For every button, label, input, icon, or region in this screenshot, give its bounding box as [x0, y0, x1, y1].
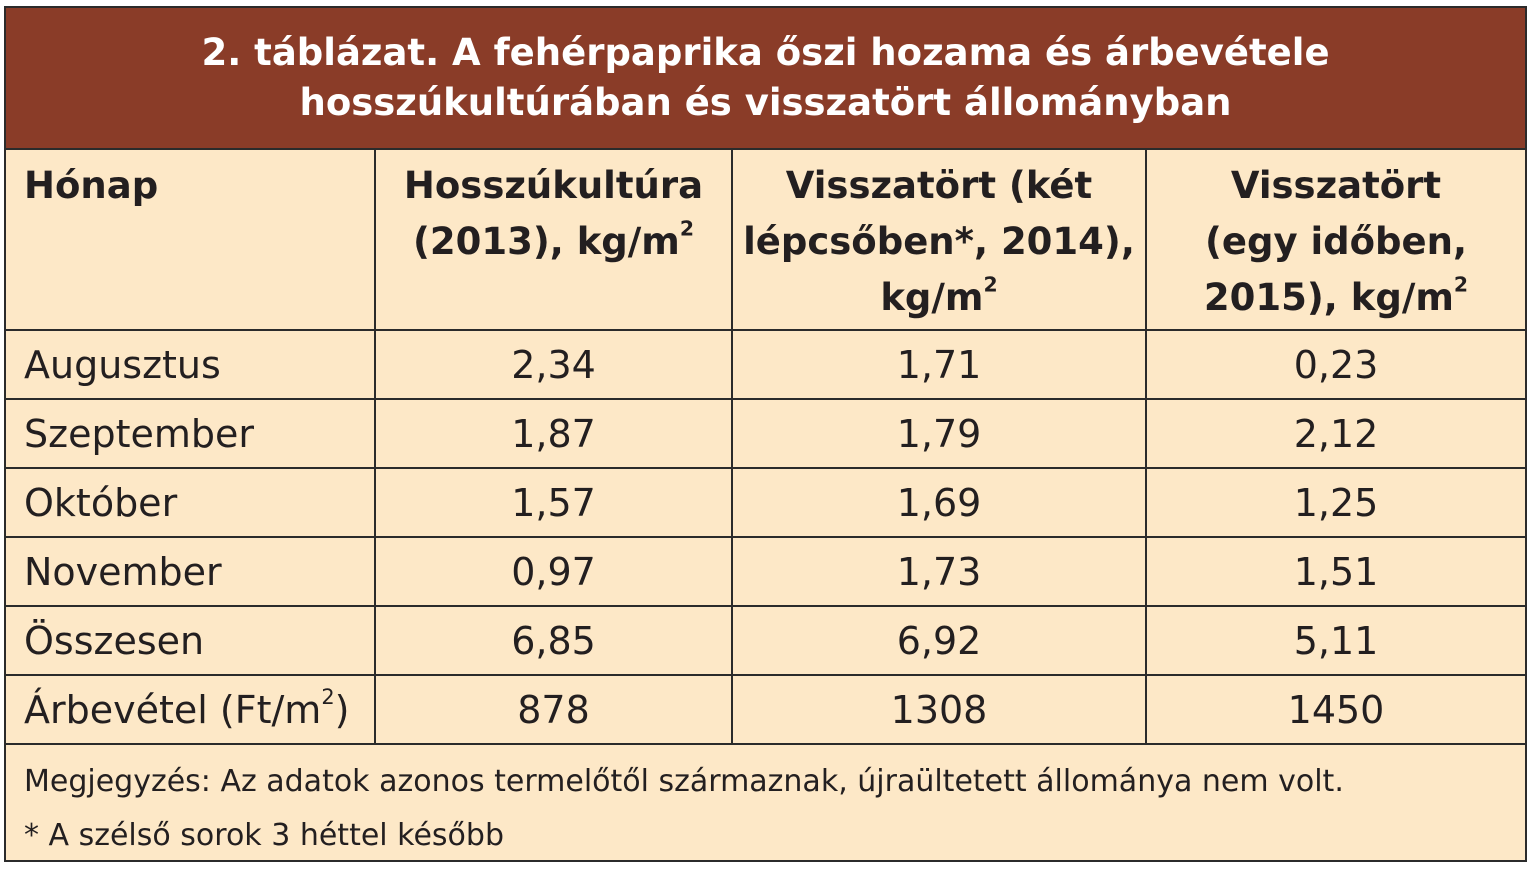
header-pruned-two-steps — [732, 150, 1146, 330]
table-cell: 1,25 — [1146, 468, 1525, 537]
table-row — [6, 330, 1525, 399]
header-row — [6, 150, 1525, 330]
table-frame — [4, 6, 1527, 862]
table-title-line-1: 2. táblázat. A fehérpaprika őszi hozama és árbevétele — [201, 31, 1330, 74]
table-cell: 6,92 — [732, 606, 1146, 675]
table-cell: 878 — [375, 675, 732, 744]
row-label: Szeptember — [6, 399, 375, 468]
table-row — [6, 606, 1525, 675]
row-label: Augusztus — [6, 330, 375, 399]
table-cell: 1308 — [732, 675, 1146, 744]
yield-table — [6, 150, 1525, 745]
header-long-culture-line-2: (2013), $kg/m^2$ — [412, 216, 695, 263]
table-cell: 5,11 — [1146, 606, 1525, 675]
table-notes — [6, 745, 1525, 863]
table-cell: 6,85 — [375, 606, 732, 675]
row-label: November — [6, 537, 375, 606]
table-cell: 1,87 — [375, 399, 732, 468]
table-cell: 0,23 — [1146, 330, 1525, 399]
table-cell: 1,79 — [732, 399, 1146, 468]
row-label: Összesen — [6, 606, 375, 675]
header-pruned-one-time-line-1: Visszatört — [1230, 164, 1442, 207]
header-pruned-two-steps-line-3: $kg/m^2$ — [880, 272, 998, 319]
table-cell: 1,69 — [732, 468, 1146, 537]
table-cell: 1,73 — [732, 537, 1146, 606]
table-row — [6, 399, 1525, 468]
row-label: Október — [6, 468, 375, 537]
note-remark: Megjegyzés: Az adatok azonos termelőtől származnak, újraültetett állománya nem volt. — [24, 764, 1344, 799]
header-pruned-one-time-line-2: (egy időben, — [1204, 220, 1468, 263]
table-row — [6, 468, 1525, 537]
table-row — [6, 675, 1525, 744]
table-cell: 2,12 — [1146, 399, 1525, 468]
note-footnote: * A szélső sorok 3 héttel később — [24, 818, 504, 853]
header-long-culture-line-1: Hosszúkultúra — [403, 164, 704, 207]
header-pruned-two-steps-line-2: lépcsőben*, 2014), — [743, 220, 1135, 263]
table-title-line-2: hosszúkultúrában és visszatört állományban — [299, 81, 1232, 124]
header-pruned-two-steps-line-1: Visszatört (két — [785, 164, 1093, 207]
header-month — [6, 150, 375, 330]
table-cell: 1450 — [1146, 675, 1525, 744]
table-cell: 0,97 — [375, 537, 732, 606]
header-pruned-one-time-line-3: 2015), $kg/m^2$ — [1203, 272, 1469, 319]
table-cell: 1,51 — [1146, 537, 1525, 606]
header-long-culture — [375, 150, 732, 330]
table-cell: 1,57 — [375, 468, 732, 537]
header-pruned-one-time — [1146, 150, 1525, 330]
table-title — [6, 8, 1525, 150]
table-cell: 2,34 — [375, 330, 732, 399]
row-label: Árbevétel $(Ft/m^2)$ — [6, 675, 375, 744]
table-cell: 1,71 — [732, 330, 1146, 399]
header-month-line-1: Hónap — [24, 164, 159, 207]
table-row — [6, 537, 1525, 606]
